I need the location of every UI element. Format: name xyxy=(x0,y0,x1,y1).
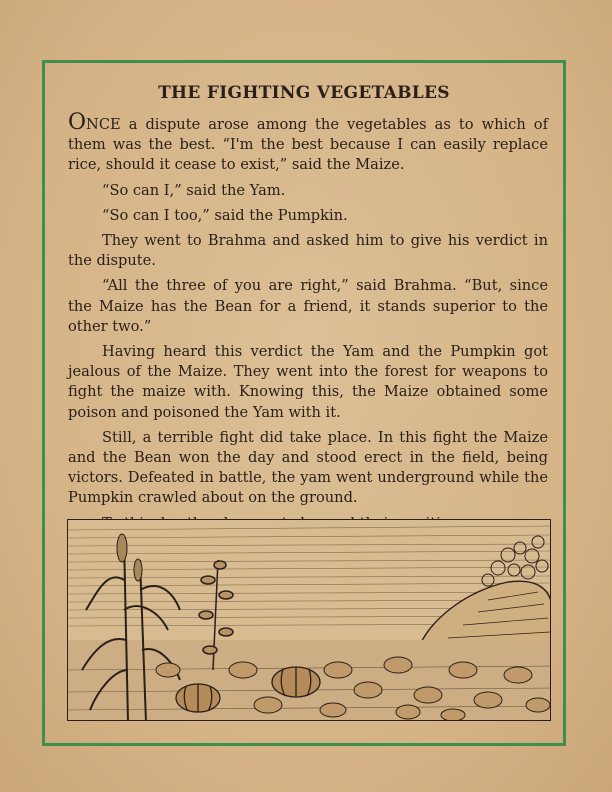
green-border-frame xyxy=(42,60,566,746)
story-text xyxy=(68,110,548,539)
paragraph-5: “All the three of you are right,” said Brahma. “But, since the Maize has the Bean for a friend, it stands superior to the other two.” xyxy=(68,277,548,335)
paragraph-3: “So can I too,” said the Pumpkin. xyxy=(102,206,348,224)
field-illustration xyxy=(67,519,551,721)
maize-cobs xyxy=(117,534,142,581)
flowering-bush xyxy=(482,536,548,586)
drop-cap: O xyxy=(68,110,87,135)
paragraph-6: Having heard this verdict the Yam and the Pumpkin got jealous of the Maize. They went into the forest for weapons to fight the maize with. Knowing this, the Maize obtained some poison and poisoned the Yam with it. xyxy=(68,343,548,421)
paragraph-2: “So can I,” said the Yam. xyxy=(102,181,286,199)
paragraph-1 xyxy=(68,110,548,176)
paragraph-4: They went to Brahma and asked him to give his verdict in the dispute. xyxy=(68,232,548,270)
paragraph-7: Still, a terrible fight did take place. In this fight the Maize and the Bean won the day and stood erect in the field, being victors. Defeated in battle, the yam went underground while the Pumpkin crawled about on the ground. xyxy=(68,428,548,507)
field-illustration-drawing xyxy=(68,520,551,721)
story-title: THE FIGHTING VEGETABLES xyxy=(158,83,450,103)
paragraph-1-text: NCE a dispute arose among the vegetables as to which of them was the best. “I'm the best because I can easily replace rice, should it cease to exist,” said the Maize. xyxy=(68,116,548,174)
